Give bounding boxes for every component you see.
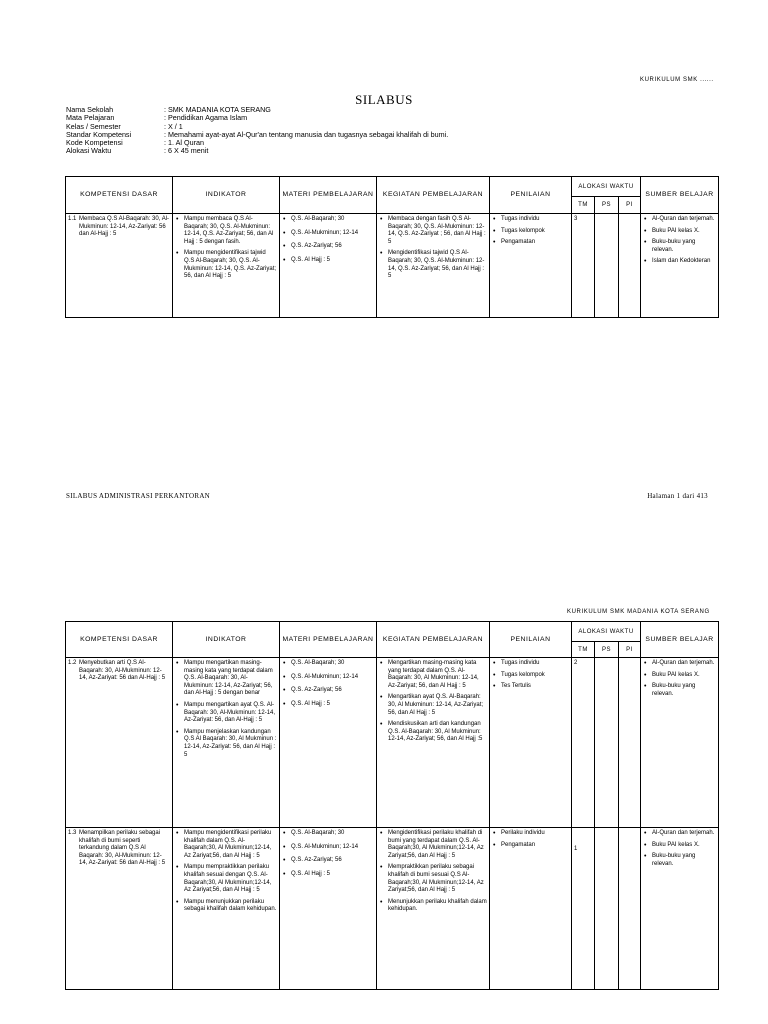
list-item: • Buku-buku yang relevan. <box>652 683 716 698</box>
header-materi: MATERI PEMBELAJARAN <box>280 177 377 214</box>
header-kompetensi: KOMPETENSI DASAR <box>66 177 173 214</box>
tm-cell: 2 <box>572 658 595 828</box>
list-item: • Al-Quran dan terjemah. <box>652 830 716 838</box>
info-value: : 6 X 45 menit <box>164 146 209 156</box>
kegiatan-cell <box>377 658 490 828</box>
list-item: • Mengidentifikasi perilaku khalifah di bumi yang terdapat dalam Q.S. Al-Baqarah;30, Al Mukminun;12-14, Az Zariyat;56, dan Al Hajj : 5 <box>388 830 487 860</box>
list-item: • Tugas kelompok <box>501 228 569 236</box>
kompetensi-cell <box>66 214 173 318</box>
footer-page-number: Halaman 1 dari 413 <box>647 492 708 500</box>
list-item: • Tugas kelompok <box>501 672 569 680</box>
school-info <box>66 106 448 156</box>
penilaian-cell <box>490 658 572 828</box>
pi-cell <box>619 828 641 990</box>
list-item: • Buku PAI kelas X. <box>652 228 716 236</box>
indikator-cell <box>173 658 280 828</box>
header-kegiatan: KEGIATAN PEMBELAJARAN <box>377 177 490 214</box>
header-pi: PI <box>619 197 641 214</box>
list-item: • Mampu menjelaskan kandungan Q.S Al Baqarah: 30, Al Mukminun : 12-14, Az-Zariyat: 56, dan Al Hajj : 5 <box>184 729 277 759</box>
header-materi: MATERI PEMBELAJARAN <box>280 622 377 658</box>
list-item: • Buku-buku yang relevan. <box>652 853 716 868</box>
kd-number: 1.3 <box>68 830 77 836</box>
info-value: : X / 1 <box>164 121 183 131</box>
kd-text: Membaca Q.S Al-Baqarah: 30, Al-Mukminun: 12-14, Az-Zariyat: 56 dan Al-Hajj : 5 <box>79 216 170 238</box>
kegiatan-cell <box>377 828 490 990</box>
list-item: • Mampu mengidentifikasi perilaku khalifah dalam Q.S. Al-Baqarah;30, Al Mukminun;12-14, Az Zariyat;56, dan Al Hajj : 5 <box>184 830 277 860</box>
list-item: • Membaca dengan fasih Q.S Al-Baqarah; 30, Q.S. Al-Mukminun: 12-14, Q.S. Az-Zariyat ; 56, dan Al Hajj : 5 <box>388 216 487 246</box>
header-indikator: INDIKATOR <box>173 622 280 658</box>
info-label: Mata Pelajaran <box>66 113 115 123</box>
list-item: • Mampu mempraktikkan perilaku khalifah sesuai dengan Q.S. Al-Baqarah;30, Al Mukminun;12-14, Az Zariyat;56, dan Al Hajj : 5 <box>184 864 277 894</box>
list-item: • Tugas individu <box>501 216 569 224</box>
list-item: • Mengartikan ayat Q.S. Al-Baqarah: 30, Al Mukminun: 12-14, Az-Zariyat; 56, dan Al Hajj : 5 <box>388 694 487 717</box>
list-item: • Islam dan Kedokteran <box>652 258 716 266</box>
list-item: • Mampu mengartikan ayat Q.S. Al-Baqarah: 30, Al-Mukminun: 12-14, Az-Zariyat: 56, dan Al-Hajj : 5 <box>184 702 277 725</box>
header-alokasi: ALOKASI WAKTU <box>572 177 641 197</box>
header-kompetensi: KOMPETENSI DASAR <box>66 622 173 658</box>
list-item: • Q.S. Al Hajj : 5 <box>291 701 374 709</box>
list-item: • Mendiskusikan arti dan kandungan Q.S. Al-Baqarah: 30, Al Mukminun: 12-14, Az-Zariyat; 56, dan Al Hajj :5 <box>388 721 487 744</box>
info-row <box>66 114 448 122</box>
sumber-cell <box>641 828 719 990</box>
list-item: • Menunjukkan perilaku khalifah dalam kehidupan. <box>388 899 487 914</box>
silabus-table-1 <box>65 176 719 318</box>
list-item: • Q.S. Al-Baqarah; 30 <box>291 660 374 668</box>
sumber-cell <box>641 214 719 318</box>
info-label: Standar Kompetensi <box>66 129 132 139</box>
info-value: : SMK MADANIA KOTA SERANG <box>164 105 271 114</box>
list-item: • Q.S. Al-Mukminun; 12-14 <box>291 844 374 852</box>
list-item: • Mengartikan masing-masing kata yang terdapat dalam Q.S. Al-Baqarah: 30, Al Mukminun: 12-14, Az-Zariyat; 56, dan Al Hajj : 5 <box>388 660 487 690</box>
tm-cell: 3 <box>572 214 595 318</box>
info-row <box>66 106 448 114</box>
info-value: : Memahami ayat-ayat Al-Qur'an tentang manusia dan tugasnya sebagai khalifah di bumi. <box>164 129 449 139</box>
list-item: • Al-Quran dan terjemah. <box>652 216 716 224</box>
kurikulum-label: KURIKULUM SMK ...... <box>640 77 714 83</box>
list-item: • Mampu menunjukkan perilaku sebagai khalifah dalam kehidupan. <box>184 899 277 914</box>
kompetensi-cell <box>66 658 173 828</box>
list-item: • Q.S. Al Hajj : 5 <box>291 871 374 879</box>
list-item: • Q.S. Al-Baqarah; 30 <box>291 216 374 224</box>
info-label: Kelas / Semester <box>66 121 121 131</box>
info-label: Alokasi Waktu <box>66 146 112 156</box>
tm-cell: 1 <box>572 828 595 990</box>
list-item: • Q.S. Al-Mukminun; 12-14 <box>291 674 374 682</box>
list-item: • Q.S. Az-Zariyat; 56 <box>291 687 374 695</box>
list-item: • Pengamatan <box>501 239 569 247</box>
header-sumber: SUMBER BELAJAR <box>641 622 719 658</box>
indikator-cell <box>173 828 280 990</box>
silabus-table-2 <box>65 621 719 990</box>
info-row <box>66 139 448 147</box>
header-ps: PS <box>595 642 619 658</box>
pi-cell <box>619 658 641 828</box>
footer-title: SILABUS ADMINISTRASI PERKANTORAN <box>66 492 211 500</box>
list-item: • Al-Quran dan terjemah. <box>652 660 716 668</box>
header-indikator: INDIKATOR <box>173 177 280 214</box>
list-item: • Buku-buku yang relevan. <box>652 239 716 254</box>
materi-cell <box>280 658 377 828</box>
list-item: • Tugas individu <box>501 660 569 668</box>
kurikulum-label: KURIKULUM SMK MADANIA KOTA SERANG <box>567 609 710 615</box>
sumber-cell <box>641 658 719 828</box>
pi-cell <box>619 214 641 318</box>
ps-cell <box>595 214 619 318</box>
penilaian-cell <box>490 214 572 318</box>
list-item: • Mampu membaca Q.S Al-Baqarah; 30, Q.S. Al-Mukminun: 12-14, Q.S. Az-Zariyat; 56, dan Al Hajj : 5 dengan fasih. <box>184 216 277 246</box>
list-item: • Mempraktikkan perilaku sebagai khalifah di bumi sesuai Q.S Al-Baqarah;30, Al Mukminun;12-14, Az Zariyat;56, dan Al Hajj : 5 <box>388 864 487 894</box>
list-item: • Q.S. Al-Baqarah; 30 <box>291 830 374 838</box>
materi-cell <box>280 214 377 318</box>
header-penilaian: PENILAIAN <box>490 622 572 658</box>
table-row <box>66 658 719 828</box>
list-item: • Q.S. Al-Mukminun; 12-14 <box>291 230 374 238</box>
header-pi: PI <box>619 642 641 658</box>
list-item: • Q.S. Az-Zariyat; 56 <box>291 857 374 865</box>
table-row <box>66 828 719 990</box>
table-row <box>66 214 719 318</box>
list-item: • Mampu mengidentifikasi tajwid Q.S Al-Baqarah; 30, Q.S. Al-Mukminun: 12-14, Q.S. Az-Zariyat; 56, dan Al Hajj : 5 <box>184 250 277 280</box>
header-sumber: SUMBER BELAJAR <box>641 177 719 214</box>
page-title: SILABUS <box>355 92 413 107</box>
header-kegiatan: KEGIATAN PEMBELAJARAN <box>377 622 490 658</box>
list-item: • Buku PAI kelas X. <box>652 672 716 680</box>
info-label: Kode Kompetensi <box>66 138 123 148</box>
info-row <box>66 131 448 139</box>
ps-cell <box>595 658 619 828</box>
kegiatan-cell <box>377 214 490 318</box>
ps-cell <box>595 828 619 990</box>
header-alokasi: ALOKASI WAKTU <box>572 622 641 642</box>
kd-number: 1.1 <box>68 216 77 222</box>
kompetensi-cell <box>66 828 173 990</box>
list-item: • Buku PAI kelas X. <box>652 842 716 850</box>
info-value: : Pendidikan Agama Islam <box>164 113 248 123</box>
list-item: • Mengidentifikasi tajwid Q.S Al-Baqarah; 30, Q.S. Al-Mukminun: 12-14, Q.S. Az-Zariyat; 56, dan Al Hajj : 5 <box>388 250 487 280</box>
info-label: Nama Sekolah <box>66 105 114 114</box>
kd-number: 1.2 <box>68 660 77 666</box>
indikator-cell <box>173 214 280 318</box>
info-value: : 1. Al Quran <box>164 138 204 148</box>
list-item: • Pengamatan <box>501 842 569 850</box>
header-tm: TM <box>572 197 595 214</box>
list-item: • Mampu mengartikan masing-masing kata yang terdapat dalam Q.S. Al-Baqarah: 30, Al-Mukminun: 12-14, Az-Zariyat; 56, dan Al-Hajj : 5 dengan benar <box>184 660 277 698</box>
list-item: • Perilaku individu <box>501 830 569 838</box>
penilaian-cell <box>490 828 572 990</box>
list-item: • Q.S. Al Hajj : 5 <box>291 257 374 265</box>
kd-text: Menyebutkan arti Q.S Al-Baqarah: 30, Al-Mukminun: 12-14, Az-Zariyat: 56 dan Al-Hajj : 5 <box>79 660 166 682</box>
list-item: • Q.S. Az-Zariyat; 56 <box>291 243 374 251</box>
materi-cell <box>280 828 377 990</box>
header-penilaian: PENILAIAN <box>490 177 572 214</box>
info-row <box>66 147 448 155</box>
header-ps: PS <box>595 197 619 214</box>
list-item: • Tes Tertulis <box>501 683 569 691</box>
kd-text: Menampilkan perilaku sebagai khalifah di bumi seperti terkandung dalam Q.S Al Baqarah: 30, Al-Mukminun: 12-14, Az-Zariyat: 56 dan Al-Hajj : 5 <box>79 830 166 867</box>
header-tm: TM <box>572 642 595 658</box>
